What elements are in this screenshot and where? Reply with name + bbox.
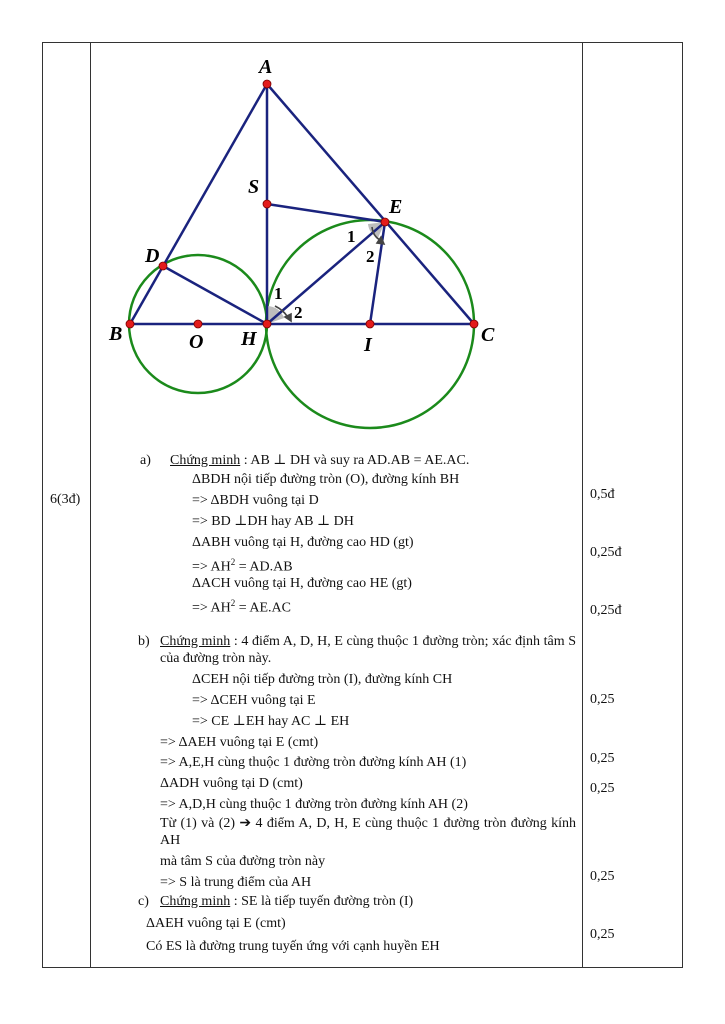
label-d: D bbox=[145, 245, 160, 267]
point-b bbox=[126, 320, 134, 328]
part-b-line-5: => A,E,H cùng thuộc 1 đường tròn đường kính AH (1) bbox=[160, 755, 467, 770]
part-a-line-7-pre: => AH bbox=[192, 600, 231, 616]
part-a-marker: a) bbox=[140, 453, 151, 468]
score-1: 0,5đ bbox=[590, 487, 615, 502]
angle-h-label-2: 2 bbox=[294, 303, 303, 322]
geometry-diagram bbox=[100, 50, 500, 430]
angle-e-label-2: 2 bbox=[366, 247, 375, 266]
label-c: C bbox=[481, 324, 495, 346]
part-c-marker: c) bbox=[138, 894, 149, 909]
part-a-line-7-post: = AE.AC bbox=[235, 600, 291, 616]
part-a-line-6: ΔACH vuông tại H, đường cao HE (gt) bbox=[192, 576, 412, 591]
part-a-line-3: => BD ⊥DH hay AB ⊥ DH bbox=[192, 514, 354, 529]
score-6: 0,25 bbox=[590, 781, 615, 796]
column-divider-1 bbox=[90, 42, 91, 968]
part-a-line-7-sup: 2 bbox=[230, 598, 236, 608]
part-a-heading-underlined: Chứng minh bbox=[170, 453, 241, 468]
part-a-line-4: ΔABH vuông tại H, đường cao HD (gt) bbox=[192, 535, 414, 550]
part-a-line-5 bbox=[192, 554, 293, 576]
score-7: 0,25 bbox=[590, 869, 615, 884]
label-b: B bbox=[109, 323, 123, 345]
angle-h-label-1: 1 bbox=[274, 284, 283, 303]
point-d bbox=[159, 262, 167, 270]
question-number: 6(3đ) bbox=[50, 492, 81, 507]
arrow-right-icon: ➔ bbox=[239, 816, 252, 831]
part-b-line-6: ΔADH vuông tại D (cmt) bbox=[160, 776, 303, 791]
part-b-heading-rest: : 4 điểm A, D, H, E cùng thuộc 1 đường tròn; xác định tâm S của đường tròn này. bbox=[160, 634, 576, 666]
part-a-line-2: => ΔBDH vuông tại D bbox=[192, 493, 319, 508]
part-c-heading bbox=[160, 893, 413, 910]
segment-he bbox=[267, 222, 385, 324]
part-b-line-3: => CE ⊥EH hay AC ⊥ EH bbox=[192, 714, 350, 729]
label-h: H bbox=[241, 328, 257, 350]
part-a-line-1: ΔBDH nội tiếp đường tròn (O), đường kính BH bbox=[192, 472, 460, 487]
part-c-heading-rest: : SE là tiếp tuyến đường tròn (I) bbox=[230, 894, 414, 909]
segment-se bbox=[267, 204, 385, 222]
point-c bbox=[470, 320, 478, 328]
part-b-line-4: => ΔAEH vuông tại E (cmt) bbox=[160, 735, 319, 750]
part-b-line-8 bbox=[160, 815, 576, 849]
part-b-line-8-post: 4 điểm A, D, H, E cùng thuộc 1 đường tròn đường kính AH bbox=[160, 816, 576, 848]
point-a bbox=[263, 80, 271, 88]
label-s: S bbox=[248, 176, 260, 198]
part-c-line-1: ΔAEH vuông tại E (cmt) bbox=[146, 916, 286, 931]
part-a-heading-rest: : AB ⊥ DH và suy ra AD.AB = AE.AC. bbox=[240, 453, 470, 468]
score-3: 0,25đ bbox=[590, 603, 622, 618]
part-b-line-7: => A,D,H cùng thuộc 1 đường tròn đường kính AH (2) bbox=[160, 797, 468, 812]
part-b-line-8-pre: Từ (1) và (2) bbox=[160, 816, 240, 831]
point-s bbox=[263, 200, 271, 208]
part-b-heading-underlined: Chứng minh bbox=[160, 634, 231, 649]
part-c-line-2: Có ES là đường trung tuyến ứng với cạnh huyền EH bbox=[146, 939, 440, 954]
part-b-line-2: => ΔCEH vuông tại E bbox=[192, 693, 316, 708]
score-8: 0,25 bbox=[590, 927, 615, 942]
segment-ab bbox=[130, 84, 267, 324]
point-h bbox=[263, 320, 271, 328]
part-b-marker: b) bbox=[138, 634, 150, 649]
part-b-line-1: ΔCEH nội tiếp đường tròn (I), đường kính CH bbox=[192, 672, 453, 687]
label-e: E bbox=[389, 196, 403, 218]
column-divider-2 bbox=[582, 42, 583, 968]
point-i bbox=[366, 320, 374, 328]
point-e bbox=[381, 218, 389, 226]
score-4: 0,25 bbox=[590, 692, 615, 707]
part-c-heading-underlined: Chứng minh bbox=[160, 894, 231, 909]
label-a: A bbox=[259, 56, 273, 78]
angle-e-label-1: 1 bbox=[347, 227, 356, 246]
part-a-line-5-post: = AD.AB bbox=[235, 559, 293, 575]
score-5: 0,25 bbox=[590, 751, 615, 766]
part-b-line-9: mà tâm S của đường tròn này bbox=[160, 854, 326, 869]
part-a-heading bbox=[170, 452, 469, 469]
part-b-line-10: => S là trung điểm của AH bbox=[160, 875, 312, 890]
part-a-line-5-sup: 2 bbox=[230, 557, 236, 567]
label-o: O bbox=[189, 331, 204, 353]
point-o bbox=[194, 320, 202, 328]
part-a-line-5-pre: => AH bbox=[192, 559, 231, 575]
label-i: I bbox=[364, 334, 372, 356]
segment-dh bbox=[163, 266, 267, 324]
score-2: 0,25đ bbox=[590, 545, 622, 560]
part-a-line-7 bbox=[192, 595, 291, 617]
segment-ac bbox=[267, 84, 474, 324]
part-b-heading bbox=[160, 633, 576, 667]
